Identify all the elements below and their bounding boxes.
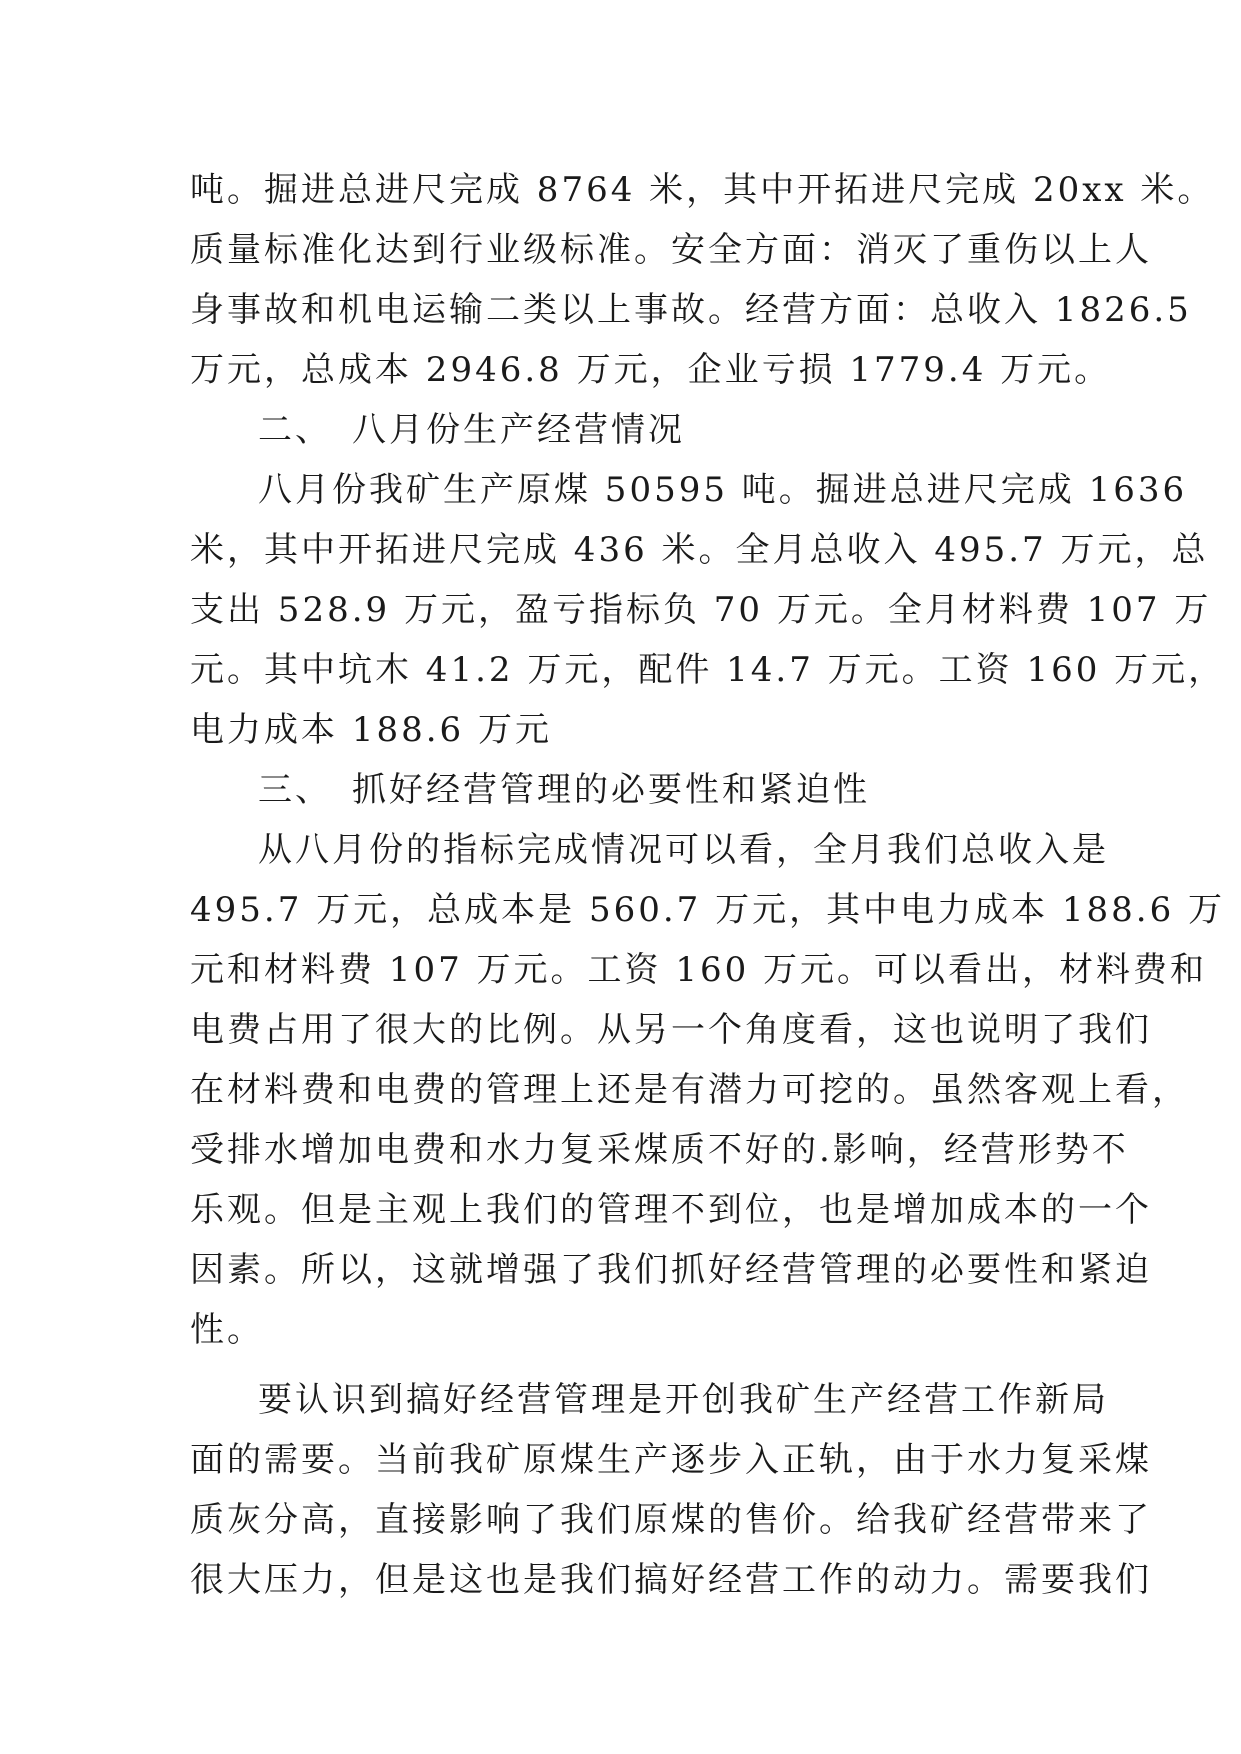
text-line: 要认识到搞好经营管理是开创我矿生产经营工作新局 [258, 1380, 1109, 1420]
text-line: 万元，总成本 2946.8 万元，企业亏损 1779.4 万元。 [190, 350, 1112, 390]
text-line: 米，其中开拓进尺完成 436 米。全月总收入 495.7 万元，总 [190, 530, 1209, 570]
text-line: 受排水增加电费和水力复采煤质不好的.影响，经营形势不 [190, 1130, 1129, 1170]
section-heading-2: 二、 八月份生产经营情况 [258, 410, 685, 450]
text-line: 很大压力，但是这也是我们搞好经营工作的动力。需要我们 [190, 1560, 1152, 1600]
text-line: 因素。所以，这就增强了我们抓好经营管理的必要性和紧迫 [190, 1250, 1152, 1290]
text-line: 乐观。但是主观上我们的管理不到位，也是增加成本的一个 [190, 1190, 1152, 1230]
paragraph-2 [190, 460, 1226, 760]
text-line: 支出 528.9 万元，盈亏指标负 70 万元。全月材料费 107 万 [190, 590, 1212, 630]
text-line: 元和材料费 107 万元。工资 160 万元。可以看出，材料费和 [190, 950, 1208, 990]
text-line: 面的需要。当前我矿原煤生产逐步入正轨，由于水力复采煤 [190, 1440, 1152, 1480]
paragraph-4 [190, 1370, 1152, 1610]
text-line: 质量标准化达到行业级标准。安全方面：消灭了重伤以上人 [190, 230, 1152, 270]
text-line: 吨。掘进总进尺完成 8764 米，其中开拓进尺完成 20xx 米。 [190, 170, 1215, 210]
text-line: 在材料费和电费的管理上还是有潜力可挖的。虽然客观上看， [190, 1070, 1189, 1110]
document-body [190, 160, 1226, 1610]
text-line: 八月份我矿生产原煤 50595 吨。掘进总进尺完成 1636 [258, 470, 1188, 510]
text-line: 元。其中坑木 41.2 万元，配件 14.7 万元。工资 160 万元， [190, 650, 1226, 690]
paragraph-spacer [190, 1360, 1060, 1370]
text-line: 电费占用了很大的比例。从另一个角度看，这也说明了我们 [190, 1010, 1152, 1050]
text-line: 从八月份的指标完成情况可以看，全月我们总收入是 [258, 830, 1109, 870]
text-line: 质灰分高，直接影响了我们原煤的售价。给我矿经营带来了 [190, 1500, 1152, 1540]
text-line: 495.7 万元，总成本是 560.7 万元，其中电力成本 188.6 万 [190, 890, 1226, 930]
paragraph-3 [190, 820, 1226, 1360]
text-line: 电力成本 188.6 万元 [190, 710, 552, 750]
section-heading-3: 三、 抓好经营管理的必要性和紧迫性 [258, 770, 870, 810]
text-line: 性。 [190, 1310, 264, 1350]
paragraph-1 [190, 160, 1215, 400]
text-line: 身事故和机电运输二类以上事故。经营方面：总收入 1826.5 [190, 290, 1192, 330]
